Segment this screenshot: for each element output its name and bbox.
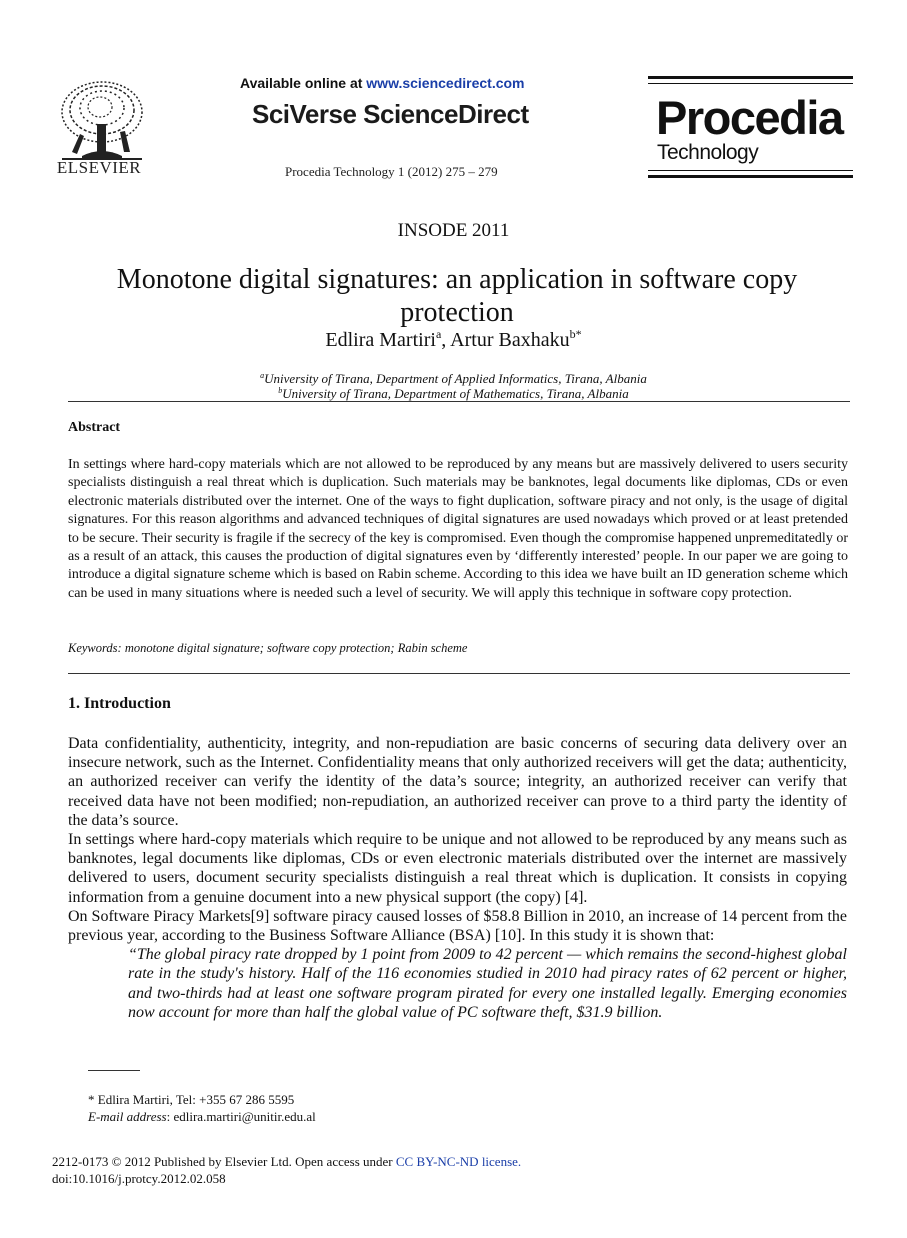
paragraph: Data confidentiality, authenticity, integrity, and non-repudiation are basic concerns of securing data delivery over an insecure network, such as the Internet. Confidentiality means that only authorized receivers will get the data; authenticity, an authorized receiver can verify the identity of the data’s source; integrity, an authorized receiver can verify that received data have not been modified; non-repudiation, an authorized receiver can prove to a third party the identity of the data’s source.	[68, 735, 847, 829]
elsevier-wordmark: ELSEVIER	[56, 158, 142, 177]
procedia-name: Procedia	[656, 91, 843, 144]
author-mark: b*	[569, 327, 582, 341]
paragraph: In settings where hard-copy materials which require to be unique and not allowed to be reproduced by any means such as banknotes, legal documents like diplomas, CDs or even electronic materials distributed over the internet are massively delivered to users, document security specialists distinguish a real threat which is duplication. It consists in copying information from a genuine document into a new physical support (the copy) [4].	[68, 831, 847, 906]
divider	[68, 401, 850, 402]
section-heading: 1. Introduction	[68, 695, 171, 712]
copyright-line	[52, 1154, 521, 1170]
abstract-heading: Abstract	[68, 420, 121, 435]
available-online-prefix: Available online at	[240, 75, 367, 91]
journal-reference: Procedia Technology 1 (2012) 275 – 279	[285, 164, 498, 179]
email-label: E-mail address	[88, 1109, 167, 1124]
keywords: Keywords: monotone digital signature; software copy protection; Rabin scheme	[68, 641, 468, 655]
paragraph: On Software Piracy Markets[9] software piracy caused losses of $58.8 Billion in 2010, an increase of 14 percent from the previous year, according to the Business Software Alliance (BSA) [10]. In this study it is shown that:	[68, 907, 847, 945]
procedia-rule-bottom-thin	[648, 170, 853, 171]
paper-title: Monotone digital signatures: an application in software copy protection	[116, 264, 798, 328]
conference-name: INSODE 2011	[397, 220, 510, 241]
affiliation-text: University of Tirana, Department of Applied Informatics, Tirana, Albania	[264, 371, 647, 386]
procedia-rule-top-thin	[648, 83, 853, 84]
affiliation-text: University of Tirana, Department of Mathematics, Tirana, Albania	[282, 386, 629, 401]
sciverse-logo: SciVerse ScienceDirect	[252, 99, 529, 129]
footnote-rule	[88, 1070, 140, 1071]
affiliation-mark: b	[278, 386, 283, 395]
procedia-rule-top	[648, 76, 853, 79]
affiliation-mark: a	[260, 371, 265, 380]
procedia-rule-bottom	[648, 175, 853, 178]
available-online	[240, 75, 525, 91]
procedia-subtitle: Technology	[657, 141, 759, 164]
affiliation	[0, 371, 907, 387]
author-separator: ,	[441, 329, 451, 351]
procedia-logo	[648, 76, 853, 178]
divider	[68, 673, 850, 674]
introduction-body	[68, 734, 847, 1022]
author-name: Artur Baxhaku	[450, 329, 570, 351]
sciencedirect-link[interactable]: www.sciencedirect.com	[366, 75, 525, 91]
author-mark: a	[435, 327, 442, 341]
email-address[interactable]: : edlira.martiri@unitir.edu.al	[166, 1109, 316, 1124]
abstract-text: In settings where hard-copy materials which are not allowed to be reproduced by any means but are massively delivered to users security specialists distinguish a real threat which is duplication. Such materials may be banknotes, legal documents like diplomas, CDs or even electronic materials distributed over the internet. One of the ways to fight duplication, software piracy and not only, is the usage of digital signatures. For this reason algorithms and advanced techniques of digital signatures are used nowadays which proved or at least pretended to be secure. Their security is fragile if the secrecy of the key is compromised. Even though the compromise happened unpremeditatedly or as a result of an attack, this causes the production of digital signatures even by ‘differently interested’ people. In our paper we are going to introduce a digital signature scheme which is based on Rabin scheme. According to this idea we have built an ID generation scheme which can be used in many situations where is needed such a level of security. We will apply this technique in software copy protection.	[68, 457, 848, 601]
block-quote: “The global piracy rate dropped by 1 point from 2009 to 42 percent — which remains the second-highest global rate in the study's history. Half of the 116 economies studied in 2010 had piracy rates of 62 percent or higher, and two-thirds had at least one software program pirated for every one installed legally. Emerging economies now account for more than half the global value of PC software theft, $31.9 billion.	[128, 946, 847, 1021]
issn-copyright: 2212-0173 © 2012 Published by Elsevier Ltd.	[52, 1154, 292, 1169]
footnote-contact: * Edlira Martiri, Tel: +355 67 286 5595	[88, 1092, 295, 1107]
affiliation	[0, 386, 907, 402]
footnote-email	[88, 1109, 316, 1125]
license-link[interactable]: CC BY-NC-ND license.	[395, 1154, 522, 1169]
open-access-text: Open access under	[291, 1154, 396, 1169]
doi: doi:10.1016/j.protcy.2012.02.058	[52, 1171, 226, 1186]
author-list	[0, 329, 907, 352]
author-name: Edlira Martiri	[325, 329, 436, 351]
